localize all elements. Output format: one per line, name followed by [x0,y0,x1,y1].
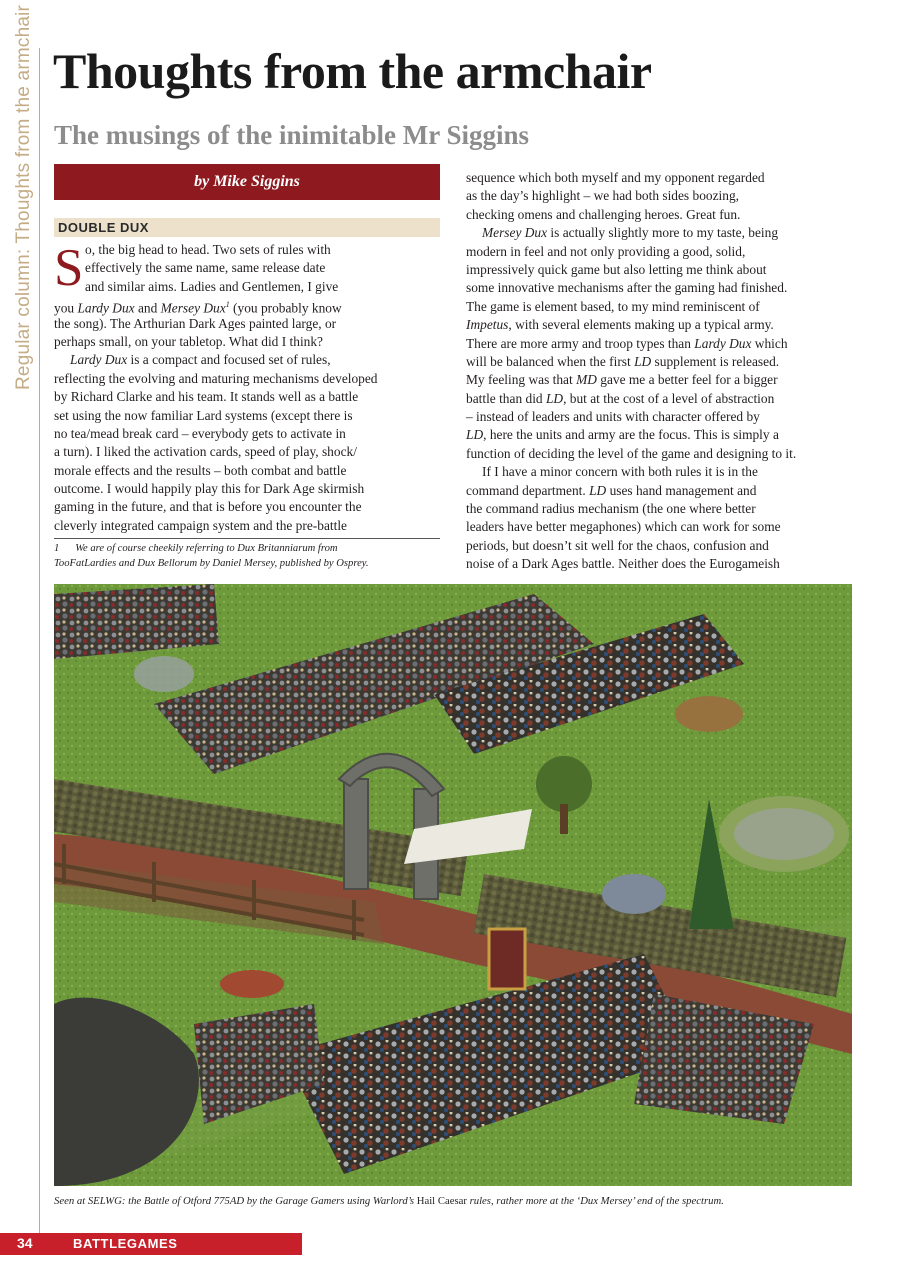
text-line: LD, here the units and army are the focus. This is simply a [466,427,779,443]
text-line: function of deciding the level of the game and designing to it. [466,445,797,461]
magazine-name: BATTLEGAMES [73,1236,178,1251]
side-rule [39,48,40,1233]
text-line: the command radius mechanism (the one where better [466,501,756,517]
text-line: Impetus, with several elements making up a typical army. [466,317,774,333]
footnote-text-line-2: TooFatLardies and Dux Bellorum by Daniel Mersey, published by Osprey. [54,558,369,570]
article-column-2 [466,169,860,574]
text-line: and similar aims. Ladies and Gentlemen, I give [85,278,339,294]
text-line: sequence which both myself and my opponent regarded [466,170,765,185]
caption-text-end: rules, rather more at the ‘Dux Mersey’ end of the spectrum. [466,1195,724,1207]
footnote [54,541,440,571]
text-line: impressively quick game but also letting me think about [466,261,767,277]
text-line: battle than did LD, but at the cost of a level of abstraction [466,390,775,406]
text-line: noise of a Dark Ages battle. Neither does the Eurogameish [466,556,780,572]
running-head: Regular column: Thoughts from the armchair [13,4,34,390]
page-title: Thoughts from the armchair [53,43,652,99]
text-line: – instead of leaders and units with character offered by [466,409,760,425]
folio-bar [0,1233,302,1255]
text-line: modern in feel and not only providing a good, solid, [466,243,746,259]
text-line: no tea/mead break card – everybody gets to activate in [54,425,346,441]
text-line: morale effects and the results – both combat and battle [54,462,347,478]
text-line: effectively the same name, same release date [85,260,326,276]
photo-caption [54,1195,854,1207]
page-number: 34 [17,1235,33,1251]
page-subtitle: The musings of the inimitable Mr Siggins [54,120,530,150]
text-line: checking omens and challenging heroes. Great fun. [466,206,741,222]
text-line: outcome. I would happily play this for Dark Age skirmish [54,481,365,497]
text-line: by Richard Clarke and his team. It stands well as a battle [54,389,359,405]
byline: by Mike Siggins [54,164,440,200]
text-line: If I have a minor concern with both rules it is in the [482,464,758,480]
text-line: a turn). I liked the activation cards, speed of play, shock/ [54,444,357,460]
text-line: command department. LD uses hand management and [466,482,757,498]
section-heading: DOUBLE DUX [54,218,440,237]
text-line: The game is element based, to my mind reminiscent of [466,298,760,314]
text-line: some innovative mechanisms after the gaming had finished. [466,280,788,296]
text-line: leaders have better megaphones) which can work for some [466,519,781,535]
footnote-rule [54,538,440,539]
text-line: o, the big head to head. Two sets of rules with [85,242,331,257]
caption-text-start: Seen at SELWG: the Battle of Otford 775AD by the Garage Gamers using Warlord’s [54,1195,417,1207]
text-line: Mersey Dux is actually slightly more to my taste, being [482,225,779,241]
text-line: periods, but doesn’t sit well for the chaos, confusion and [466,537,769,553]
text-line: There are more army and troop types than Lardy Dux which [466,335,788,351]
text-line: perhaps small, on your tabletop. What did I think? [54,333,323,349]
text-line: gaming in the future, and that is before you encounter the [54,499,362,515]
text-line: Lardy Dux is a compact and focused set of rules, [70,352,331,368]
footnote-number: 1 [54,543,60,554]
text-line: cleverly integrated campaign system and the pre-battle [54,517,347,533]
text-line: will be balanced when the first LD supplement is released. [466,353,780,369]
wargame-table-illustration [54,584,852,1186]
caption-rules-title: Hail Caesar [416,1195,467,1207]
text-line: as the day’s highlight – we had both sides boozing, [466,188,739,204]
text-line: reflecting the evolving and maturing mechanisms developed [54,370,378,386]
text-line: set using the now familiar Lard systems (except there is [54,407,353,423]
battle-photo [54,584,852,1186]
article-column-1 [54,241,440,535]
drop-cap: S [54,239,84,297]
text-line: you Lardy Dux and Mersey Dux$^1$ (you probably know [54,300,342,316]
text-line: My feeling was that MD gave me a better feel for a bigger [466,372,778,388]
text-line: the song). The Arthurian Dark Ages painted large, or [54,315,337,331]
footnote-text-line-1: We are of course cheekily referring to Dux Britanniarum from [75,543,338,554]
